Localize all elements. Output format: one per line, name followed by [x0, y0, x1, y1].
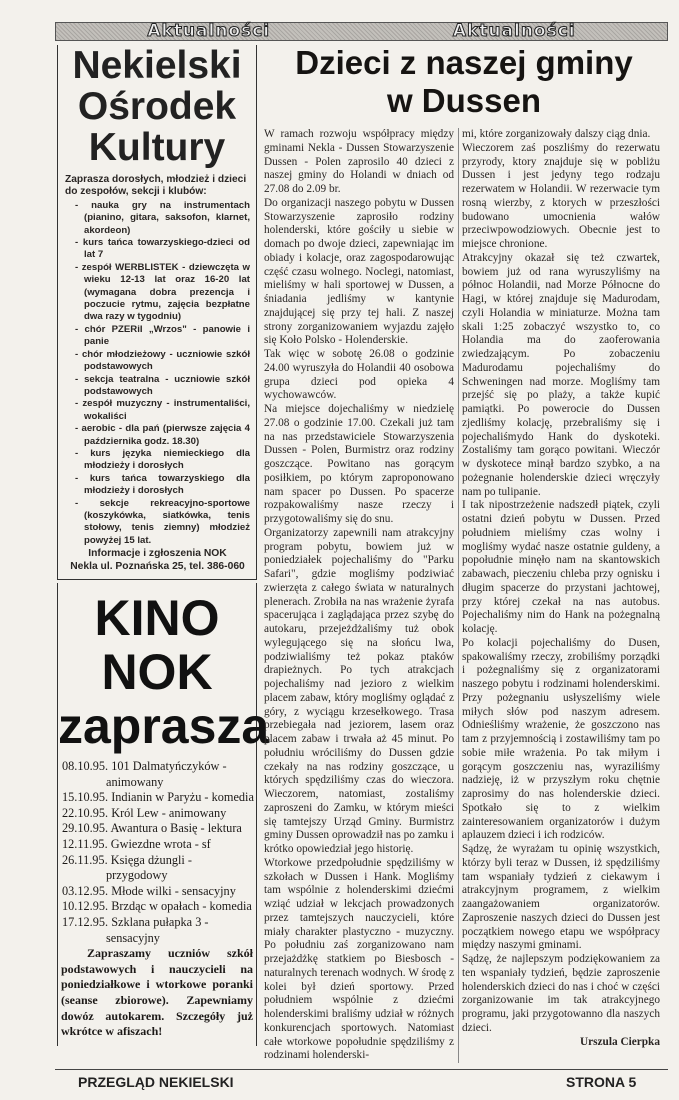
title-line: Dzieci z naszej gminy	[295, 44, 633, 81]
nok-list-item: - kurs tańca towarzyskiego dla młodzieży i dorosłych	[75, 472, 250, 497]
article-column-1	[264, 128, 454, 1063]
article-paragraph: I tak nipostrzeżenie nadszedł piątek, czyli ostatni dzień pobytu w Dussen. Przed południem mieliśmy czas wolny i mogliśmy wydać nasze ostatnie guldeny, a popołudnie minęło nam na skantowskich zabawach, pieczeniu chleba przy ognisku i długim spacerze do przystani jachtowej, przy której czekał na nas autobus. Pojechaliśmy nim do Hank na pożegnalną kolację.	[462, 499, 660, 635]
film-entry: 10.12.95. Brzdąc w opałach - komedia	[62, 899, 252, 914]
page-footer	[55, 1069, 668, 1100]
film-entry: 15.10.95. Indianin w Paryżu - komedia	[62, 790, 254, 805]
article-column-2	[462, 128, 660, 1063]
publication-name: PRZEGLĄD NEKIELSKI	[78, 1074, 234, 1090]
nok-list-item: - chór młodzieżowy - uczniowie szkół podstawowych	[75, 348, 250, 373]
nok-info	[65, 548, 250, 573]
film-entry: 22.10.95. Król Lew - animowany	[62, 805, 227, 820]
column-divider	[458, 128, 459, 1063]
article-paragraph: Na miejsce dojechaliśmy w niedzielę 27.08 o godzinie 17.00. Czekali już tam na nas przedstawiciele Stowarzyszenia Dussen - Polen, Burmistrz oraz rodziny goszczące. Powitano nas gorącym posiłkiem, po którym zaproponowano nam spacer po Dussen. Po spacerze rozpakowaliśmy nasze rzeczy i przygotowaliśmy się do snu.	[264, 403, 454, 525]
article-paragraph: Tak więc w sobotę 26.08 o godzinie 24.00 wyruszyła do Holandii 40 osobowa grupa dzieci pod opieka 4 wychowawców.	[264, 348, 454, 402]
nok-list-item: - sekcje rekreacyjno-sportowe (koszykówka, siatkówka, tenis stołowy, tenis ziemny) młodzież powyżej 15 lat.	[75, 497, 250, 546]
newspaper-page	[55, 0, 668, 1100]
article-paragraph: Do organizacji naszego pobytu w Dussen Stowarzyszenie zaprosiło rodziny holenderski, które gościły u siebie w domach po dwoje dzieci, zapewniając im obiady i kolacje, oraz zagospodarowując część czasu wolnego. Noclegi, natomiast, mieliśmy w hali sportowej w Dussen, a śniadania jedliśmy w kantynie znajdującej się przy tej hali. Z naszej strony zorganizowaniem wyjazdu zajęło się Koło Polsko - Holenderskie.	[264, 196, 454, 347]
nok-list-item: - kurs języka niemieckiego dla młodzieży i dorosłych	[75, 447, 250, 472]
nok-items-list	[65, 200, 250, 547]
title-line: NOK	[101, 644, 213, 700]
article-paragraph: Sądzę, że wyrażam tu opinię wszystkich, którzy byli teraz w Dussen, iż spędziliśmy tam wspaniały tydzień z ciekawym i atrakcyjnym programem, z wielkim zaangażowaniem organizatorów. Zaproszenie naszych dzieci do Dussen jest początkiem nowego etapu we współpracy między naszymi gminami.	[462, 843, 660, 952]
nok-list-item: - aerobic - dla pań (pierwsze zajęcia 4 października godz. 18.30)	[75, 423, 250, 447]
article-author: Urszula Cierpka	[579, 1035, 660, 1048]
kino-title	[58, 583, 270, 754]
film-entry: 12.11.95. Gwiezdne wrota - sf	[62, 836, 211, 851]
kino-note: Zapraszamy uczniów szkół podstawowych i nauczycieli na poniedziałkowe i wtorkowe poranki (seanse zbiorowe). Zapewniamy dowóz autokarem. Szczegóły już wkrótce w afiszach!	[61, 946, 253, 1039]
nok-list-item: - zespół WERBLISTEK - dziewczęta w wieku 12-13 lat oraz 16-20 lat (wymagana dobra prezencja i poczucie rytmu, zajęcia bezpłatne dwa razy w tygodniu)	[75, 261, 250, 323]
film-list	[58, 753, 256, 946]
film-entry: 03.12.95. Młode wilki - sensacyjny	[62, 883, 236, 898]
nok-intro: Zaprasza dorosłych, młodzież i dzieci do zespołów, sekcji i klubów:	[65, 174, 247, 198]
film-entry: 29.10.95. Awantura o Basię - lektura	[62, 821, 242, 836]
nok-list-item: - zespół muzyczny - instrumentaliści, wokaliści	[75, 398, 250, 422]
page-number: STRONA 5	[566, 1074, 637, 1090]
kino-announcement	[57, 583, 270, 1046]
left-column	[57, 41, 270, 1046]
article-paragraph: Wtorkowe przedpołudnie spędziliśmy w szkołach w Dussen i Hank. Mogliśmy tam wspólnie z holenderskimi dziećmi wziąć udział w lekcjach prowadzonych przez tamtejszych nauczycieli, które miały charakter plastyczno - muzyczny. Po południu zaś zorganizowano nam przejażdżkę statkiem po Biesbosch - naturalnych terenach wodnych. W środę z kolei był dzień sportowy. Przed południem wspólnie z dziećmi holenderskimi braliśmy udział w różnych konkurencjach sportowych. Natomiast całe wtorkowe popołudnie spędziliśmy z rodzinami holenderski-	[264, 856, 454, 1062]
film-entry: 08.10.95. 101 Dalmatyńczyków - animowany	[62, 759, 227, 789]
article-paragraph: W ramach rozwoju współpracy między gminami Nekla - Dussen Stowarzyszenie Dussen - Polen zaprosilo 40 dzieci z naszej gminy do Holandi w dniach od 27.08 do 2.09 br.	[264, 128, 454, 195]
nok-list-item: - chór PZERiI „Wrzos" - panowie i panie	[75, 323, 250, 348]
article-paragraph: mi, które zorganizowały dalszy ciąg dnia.	[462, 128, 651, 140]
nok-list-item: - kurs tańca towarzyskiego-dzieci od lat 7	[75, 237, 250, 261]
article-title	[262, 44, 666, 120]
article-paragraph: Organizatorzy zapewnili nam atrakcyjny program pobytu, bowiem już w poniedziałek pojechaliśmy do "Parku Safari", gdzie mogliśmy podziwiać zwierzęta z całego świata w naturalnych plenerach. Zrobiła na nas wrażenie żyrafa spacerująca i zaglądająca przez szybę do autokaru, przejeżdżaliśmy tuż obok wylegującego się na słońcu lwa, podziwialiśmy też pokaz ptaków drapieżnych. Po tych atrakcjach pojechaliśmy nad jezioro z wielkim placem zabaw, który mogliśmy oglądać z góry, z wyciągu krzesełkowego. Trasa przebiegała nad jeziorem, lasem oraz placem zabaw i trwała aż 45 minut. Po południu wróciliśmy do Dussen gdzie czekały na nas rodziny goszczące, u których spędziliśmy czas do wieczora. Wieczorem, natomiast, zostaliśmy zaproszeni do Zamku, w którym mieści się tamtejszy Urząd Gminy. Burmistrz gminy Dussen oprowadził nas po zamku i krótko opowiedział jego historię.	[264, 526, 454, 855]
nok-list-item: - sekcja teatralna - uczniowie szkół podstawowych	[75, 373, 250, 397]
title-line: Kultury	[88, 126, 226, 169]
film-entry: 17.12.95. Szklana pułapka 3 - sensacyjny	[62, 914, 209, 945]
section-banner	[55, 22, 668, 41]
article	[262, 41, 666, 1063]
article-paragraph: Po kolacji pojechaliśmy do Dusen, spakowaliśmy rzeczy, zrobiliśmy porządki i pożegnaliśmy się z organizatorami naszego pobytu i rodzinami holenderskimi. Przy pożegnaniu usłyszeliśmy wiele miłych słów pod naszym adresem. Odnieśliśmy wrażenie, że goszczono nas tam z przyjemnością i zostawiliśmy tam po sobie miłe wrażenia. Po tak miłym i gorącym goszczeniu nas, wyraziliśmy nadzieję, iż w przyszłym roku chętnie zaprosimy do nas holenderskie dzieci. Spotkało się to z wielkim zainteresowaniem organizatorów i dużym aplauzem dzieci i ich rodziców.	[462, 636, 660, 842]
title-line: w Dussen	[386, 82, 542, 119]
article-paragraph: Sądzę, że najlepszym podziękowaniem za ten wspaniały tydzień, będzie zaproszenie holenderskich dzieci do nas i choć w części zorganizowanie im tak atrakcyjnego programu, jaki przygotowanno dla naszych dzieci.	[462, 953, 660, 1034]
info-line: Informacje i zgłoszenia NOK	[88, 548, 227, 560]
title-line: Nekielski	[72, 44, 242, 87]
title-line: KINO	[94, 590, 220, 646]
nok-announcement	[57, 45, 257, 580]
title-line: zaprasza	[58, 698, 270, 754]
nok-title	[58, 45, 256, 168]
info-line: Nekla ul. Poznańska 25, tel. 386-060	[70, 560, 245, 572]
article-paragraph: Atrakcyjny okazał się też czwartek, bowiem już od rana wyruszyliśmy na północ Holandii, nad Morze Północne do Hagi, w której znajduje się Madurodam, czyli Holandia w miniaturze. Można tam skali 1:25 zobaczyć wszystko to, co Holandia ma do zaoferowania zwiedzającym. Po zobaczeniu Madurodamu pojechaliśmy do Schweningen nad morze. Mogliśmy tam przejść się po plaży, a także kupić pamiątki. Po powerocie do Dussen zjedliśmy kolację, przebraliśmy się i pojechaliśmydo Hank do dyskoteki. Zostaliśmy tam gorąco powitani. Wieczór w dyskotece minął bardzo szybko, a na pożegnanie holenderskie dzieci wręczyły nam po tulipanie.	[462, 251, 660, 498]
nok-list-item: - nauka gry na instrumentach (pianino, gitara, saksofon, klarnet, akordeon)	[75, 199, 250, 236]
title-line: Ośrodek	[77, 85, 237, 128]
section-label: Aktualności	[452, 21, 576, 41]
article-paragraph: Wieczorem zaś poszliśmy do rezerwatu przyrody, ktory znajduje się w pobliżu Dussen i jest jedyny tego rodzaju rezerwatem w Holandii. W rezerwacie tym rosną wierzby, z ktorych w przeszłości budowano umocnienia wałów przeciwpowodziowych. Obecnie jest to miejsce chronione.	[462, 141, 660, 250]
film-entry: 26.11.95. Księga dżungli - przygodowy	[62, 852, 193, 883]
section-label: Aktualności	[147, 21, 271, 41]
